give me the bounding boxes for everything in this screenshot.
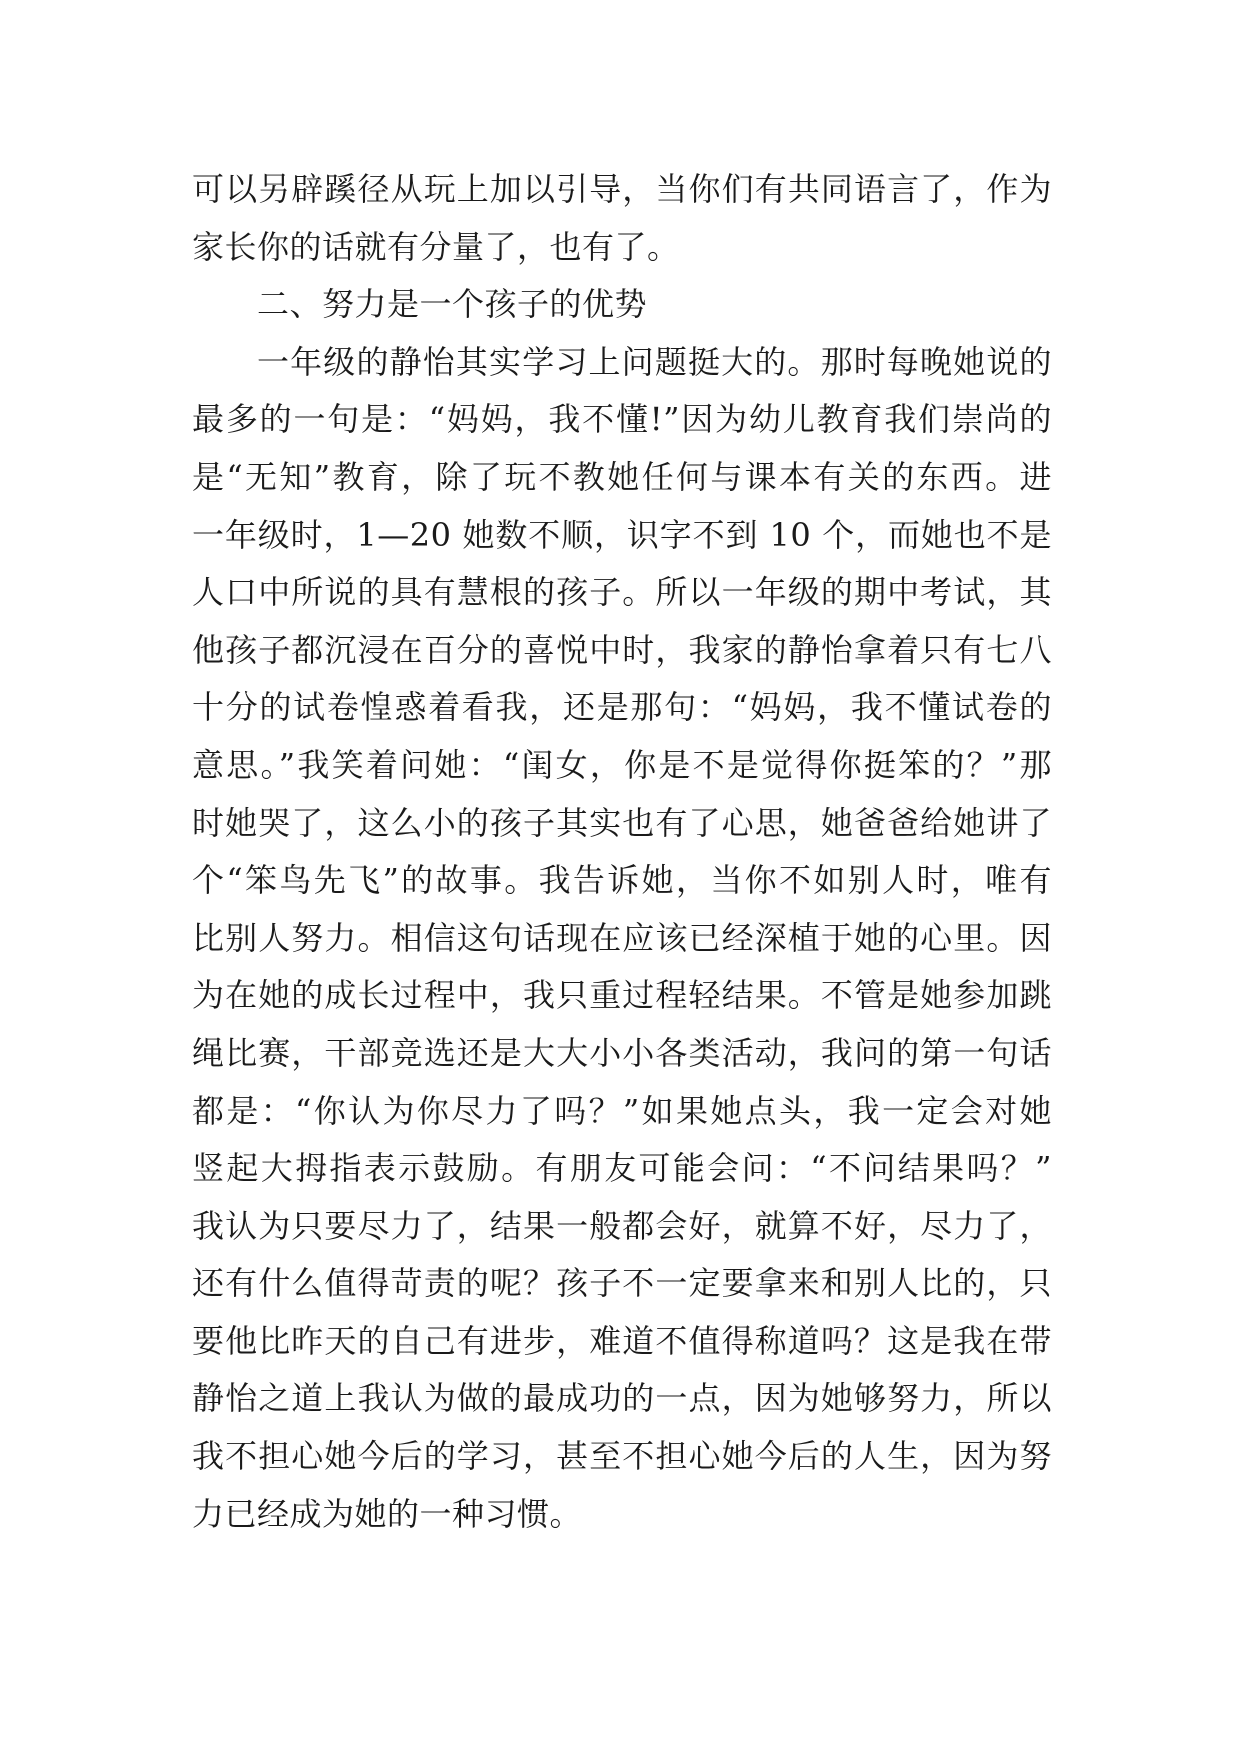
text-line: 为在她的成长过程中，我只重过程轻结果。不管是她参加跳 [192,976,1052,1015]
text-line: 最多的一句是：“妈妈，我不懂!”因为幼儿教育我们崇尚的 [192,400,1052,439]
text-line: 竖起大拇指表示鼓励。有朋友可能会问：“不问结果吗？” [192,1149,1052,1188]
body-text [192,161,1052,1543]
text-line: 绳比赛，干部竞选还是大大小小各类活动，我问的第一句话 [192,1033,1052,1072]
text-line: 比别人努力。相信这句话现在应该已经深植于她的心里。因 [192,918,1052,957]
text-line: 十分的试卷惶惑着看我，还是那句：“妈妈，我不懂试卷的 [192,688,1052,727]
text-line: 静怡之道上我认为做的最成功的一点，因为她够努力，所以 [192,1379,1052,1418]
text-line: 还有什么值得苛责的呢？孩子不一定要拿来和别人比的，只 [192,1264,1052,1303]
text-line: 他孩子都沉浸在百分的喜悦中时，我家的静怡拿着只有七八 [192,630,1052,669]
text-line: 是“无知”教育，除了玩不教她任何与课本有关的东西。进 [192,457,1052,496]
text-line: 一年级的静怡其实学习上问题挺大的。那时每晚她说的 [257,342,1052,381]
text-line: 一年级时，1—20 她数不顺，识字不到 10 个，而她也不是 [192,515,1052,554]
text-line: 二、努力是一个孩子的优势 [257,285,648,324]
text-line: 时她哭了，这么小的孩子其实也有了心思，她爸爸给她讲了 [192,803,1052,842]
text-line: 力已经成为她的一种习惯。 [192,1494,583,1533]
text-line: 个“笨鸟先飞”的故事。我告诉她，当你不如别人时，唯有 [192,861,1052,900]
text-line: 我不担心她今后的学习，甚至不担心她今后的人生，因为努 [192,1437,1052,1476]
text-line: 都是：“你认为你尽力了吗？”如果她点头，我一定会对她 [192,1091,1052,1130]
text-line: 人口中所说的具有慧根的孩子。所以一年级的期中考试，其 [192,573,1052,612]
text-line: 家长你的话就有分量了，也有了。 [192,227,680,266]
text-line: 我认为只要尽力了，结果一般都会好，就算不好，尽力了， [192,1206,1052,1245]
text-line: 意思。”我笑着问她：“闺女，你是不是觉得你挺笨的？”那 [192,745,1052,784]
text-line: 可以另辟蹊径从玩上加以引导，当你们有共同语言了，作为 [192,170,1052,208]
text-line: 要他比昨天的自己有进步，难道不值得称道吗？这是我在带 [192,1321,1052,1360]
